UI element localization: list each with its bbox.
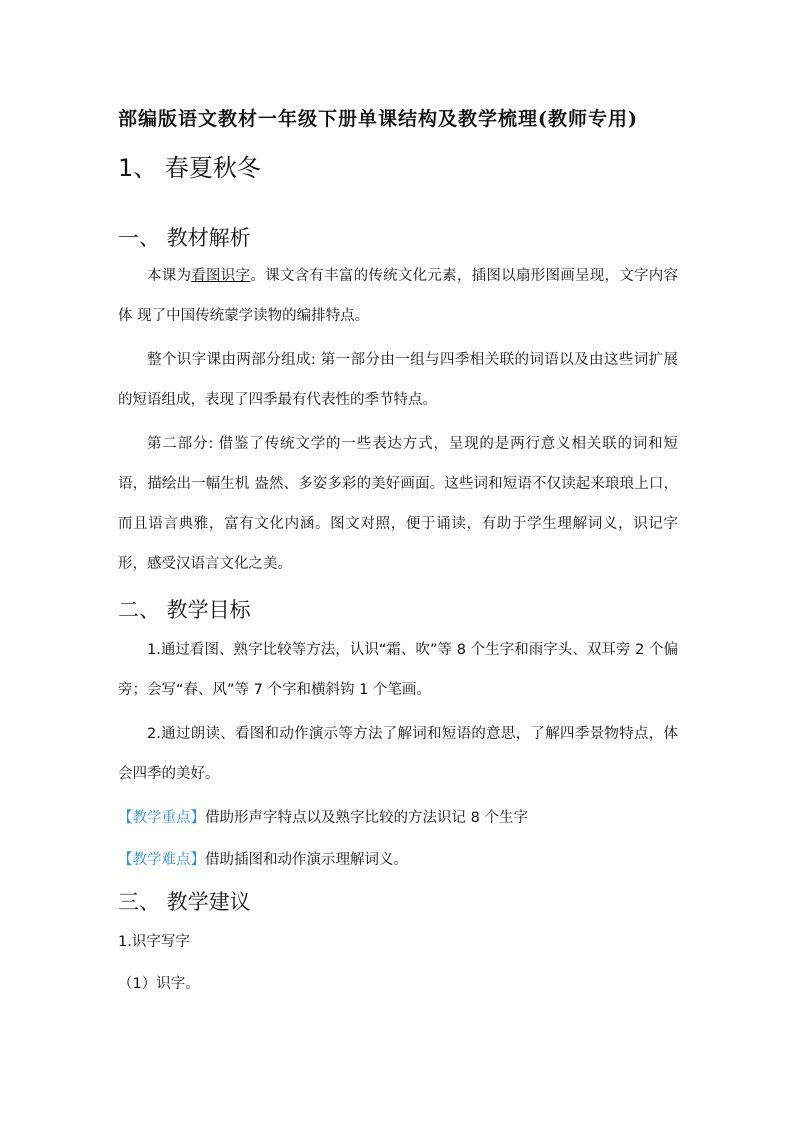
section-heading-analysis: 一、 教材解析 (118, 226, 251, 250)
goal-item-1: 1.通过看图、熟字比较等方法，认识“霜、吹”等 8 个生字和雨字头、双耳旁 2 个偏 旁；会写“春、风”等 7 个字和横斜钩 1 个笔画。 (118, 642, 678, 698)
section-heading-goals: 二、 教学目标 (118, 598, 251, 622)
goal-item-2: 2.通过朗读、看图和动作演示等方法了解词和短语的意思，了解四季景物特点，体 会四季的美好。 (118, 726, 678, 782)
analysis-paragraph-1 (118, 256, 678, 336)
text-run: 本课为 (147, 268, 192, 284)
section-heading-suggestions: 三、 教学建议 (118, 890, 251, 914)
difficulty-point-tag: 【教学难点】 (118, 852, 205, 868)
suggestion-item-1: 1.识字写字 (118, 934, 190, 950)
analysis-paragraph-2: 整个识字课由两部分组成: 第一部分由一组与四季相关联的词语以及由这些词扩展的短语组成，表现了四季最有代表性的季节特点。 (118, 352, 678, 408)
key-point-text: 借助形声字特点以及熟字比较的方法识记 8 个生字 (205, 810, 528, 826)
suggestion-subitem-1: （1）识字。 (118, 976, 200, 992)
key-point (118, 806, 528, 827)
difficulty-point-text: 借助插图和动作演示理解词义。 (205, 852, 408, 868)
key-point-tag: 【教学重点】 (118, 810, 205, 826)
underlined-term: 看图识字 (191, 268, 251, 284)
analysis-paragraph-3: 第二部分: 借鉴了传统文学的一些表达方式，呈现的是两行意义相关联的词和短语，描绘出一幅生机 盎然、多姿多彩的美好画面。这些词和短语不仅读起来琅琅上口，而且语言典雅，富有文化内涵。图文对照，便于诵读，有助于学生理解词义，识记字形，感受汉语言文化之美。 (118, 436, 678, 572)
document-title: 部编版语文教材一年级下册单课结构及教学梳理(教师专用) (118, 108, 638, 130)
text-run: 。课文含有丰富的传统文化元素，插图以扇形图画呈现，文字内容体 现了中国传统蒙学读物的编排特点。 (118, 268, 679, 324)
lesson-title: 1、 春夏秋冬 (118, 154, 261, 182)
difficulty-point (118, 848, 408, 869)
